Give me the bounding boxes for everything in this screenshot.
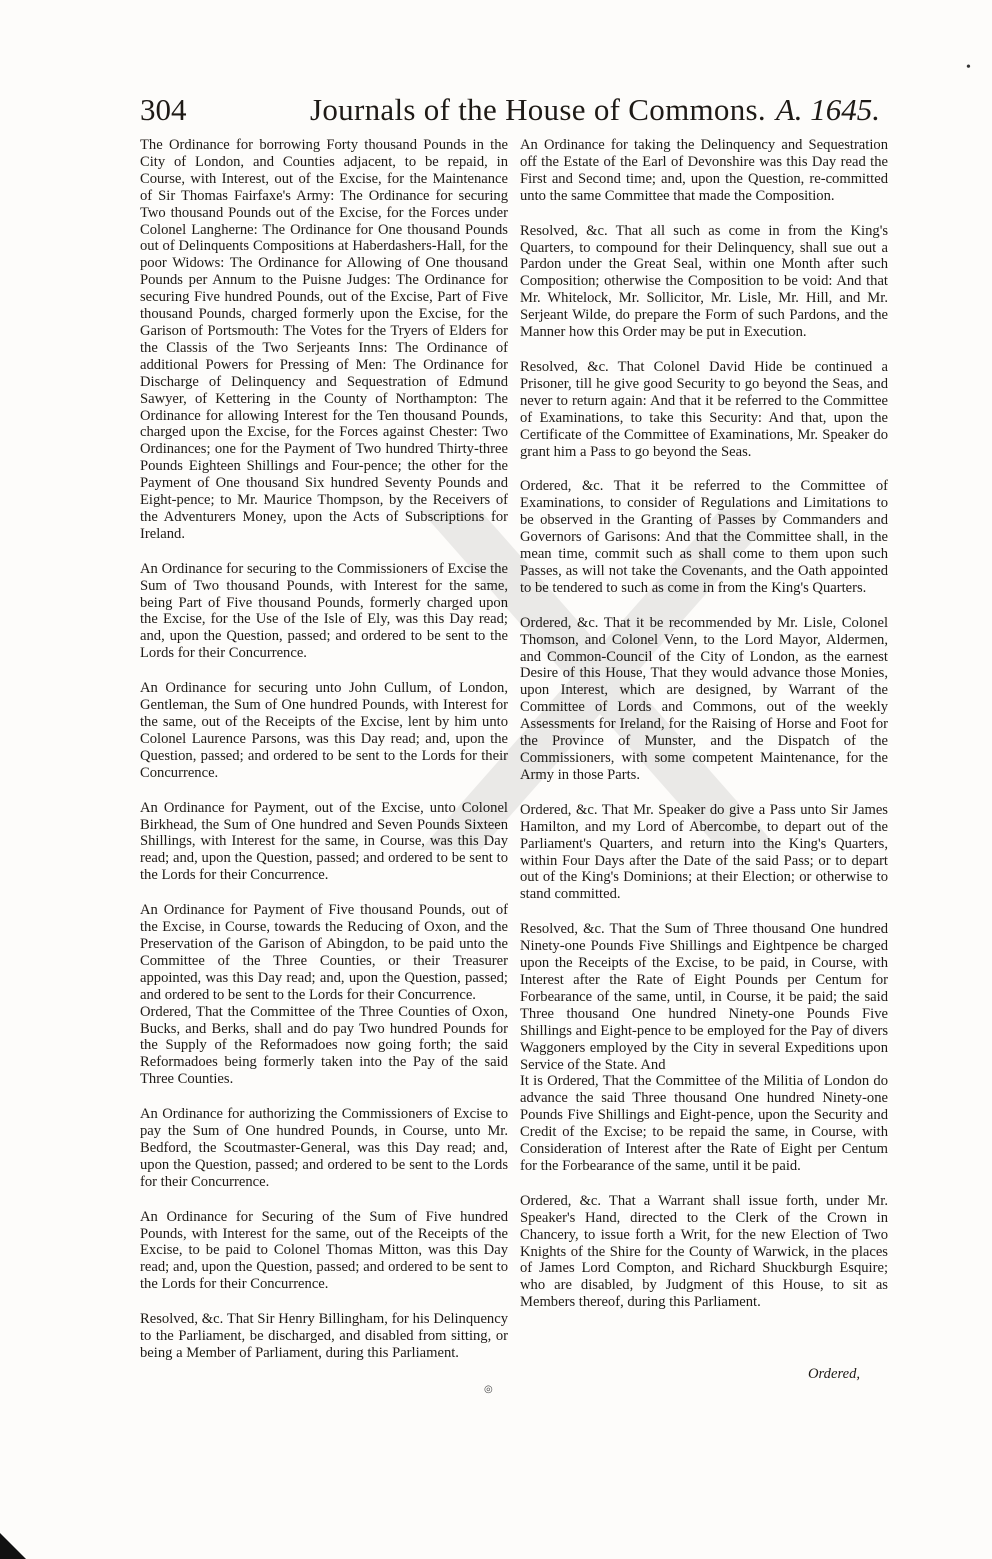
paragraph: The Ordinance for borrowing Forty thousand Pounds in the City of London, and Counties adjacent, to be repaid, in Course, with Interest, out of the Excise, for the Maintenance of Sir Thomas Fairfaxe's Army: The Ordinance for securing Two thousand Pounds out of the Excise, for the Forces under Colonel Langherne: The Ordinance for One thousand Pounds out of Delinquents Compositions at Haberdashers-Hall, for the poor Widows: The Ordinance for Allowing of One thousand Pounds per Annum to the Puisne Judges: The Ordinance for securing Five hundred Pounds, out of the Excise, Part of Five thousand Pounds, charged formerly upon the Excise, for the Garison of Portsmouth: The Votes for the Tryers of Elders for the Classis of the Two Serjeants Inns: The Ordinance of additional Powers for Pressing of Men: The Ordinance for Discharge of Delinquency and Sequestration of Edmund Sawyer, of Kettering in the County of Northampton: The Ordinance for allowing Interest for the Ten thousand Pounds, charged upon the Excise, for the Forces against Chester: Two Ordinances; one for the Payment of Two hundred Thirty-three Pounds Eighteen Shillings and Four-pence; the other for the Payment of One thousand Six hundred Seventy Pounds and Eight-pence; to Mr. Maurice Thompson, by the Receivers of the Adventurers Money, upon the Acts of Subscriptions for Ireland. [140,137,508,542]
paragraph: Resolved, &c. That all such as come in from the King's Quarters, to compound for their Delinquency, shall sue out a Pardon under the Great Seal, within one Month after such Composition; otherwise the Composition to be void: And that Mr. Whitelock, Mr. Sollicitor, Mr. Lisle, Mr. Hill, and Mr. Serjeant Wilde, do prepare the Form of such Pardons, and the Manner how this Order may be put in Execution. [520,222,888,341]
paragraph: An Ordinance for taking the Delinquency and Sequestration off the Estate of the Earl of Devonshire was this Day read the First and Second time; and, upon the Question, re-committed unto the same Committee that made the Composition. [520,137,888,204]
paragraph: An Ordinance for Payment, out of the Excise, unto Colonel Birkhead, the Sum of One hundred and Seven Pounds Sixteen Shillings, with Interest for the same, in Course, was this Day read; and, upon the Question, passed; and ordered to be sent to the Lords for their Concurrence. [140,799,508,884]
printer-ornament: ◎ [484,1384,493,1395]
left-column [140,137,508,1380]
paragraph: An Ordinance for Payment of Five thousand Pounds, out of the Excise, in Course, towards the Reducing of Oxon, and the Preservation of the Garison of Abingdon, to be paid unto the Committee of the Three Counties, or their Treasurer appointed, was this Day read; and, upon the Question, passed; and ordered to be sent to the Lords for their Concurrence. [140,902,508,1003]
year-label: A. 1645. [775,92,880,127]
catchword: Ordered, [808,1366,861,1382]
right-column [520,137,888,1329]
paragraph: It is Ordered, That the Committee of the Militia of London do advance the said Three thousand One hundred Ninety-one Pounds Five Shillings and Eight-pence, upon the Security and Credit of the Excise; to be repaid the same, in Course, with Consideration of Interest after the Rate of Eight per Centum for the Forbearance of the same, until it be paid. [520,1073,888,1174]
paragraph: Ordered, &c. That it be referred to the Committee of Examinations, to consider of Regulations and Limitations to be observed in the Granting of Passes by Commanders and Governors of Garisons: And that the Committee shall, in the mean time, commit such as shall come to them upon such Passes, as will not take the Covenants, and the Oath appointed to be tendered to such as come in from the King's Quarters. [520,478,888,596]
paragraph: Ordered, &c. That Mr. Speaker do give a Pass unto Sir James Hamilton, and my Lord of Abercombe, to depart out of the Parliament's Quarters, and return into the King's Quarters, within Four Days after the Date of the said Pass; or to depart out of the King's Dominions; at their Election; or otherwise to stand committed. [520,801,888,903]
paragraph: An Ordinance for Securing of the Sum of Five hundred Pounds, with Interest for the same, out of the Receipts of the Excise, to be paid to Colonel Thomas Mitton, was this Day read; and, upon the Question, passed; and ordered to be sent to the Lords for their Concurrence. [140,1208,508,1293]
paragraph: Ordered, &c. That a Warrant shall issue forth, under Mr. Speaker's Hand, directed to the Clerk of the Crown in Chancery, to issue forth a Writ, for the new Election of Two Knights of the Shire for the County of Warwick, in the places of James Lord Compton, and Richard Shuckburgh Esquire; who are disabled, by Judgment of this House, to sit as Members thereof, during this Parliament. [520,1192,888,1311]
paragraph: Ordered, That the Committee of the Three Counties of Oxon, Bucks, and Berks, shall and do pay Two hundred Pounds for the Supply of the Reformadoes now going forth; the said Reformadoes being formerly taken into the Pay of the said Three Counties. [140,1003,508,1088]
page-number: 304 [140,92,187,127]
paragraph: An Ordinance for authorizing the Commissioners of Excise to pay the Sum of One hundred Pounds, in Course, unto Mr. Bedford, the Scoutmaster-General, was this Day read; and, upon the Question, passed; and ordered to be sent to the Lords for their Concurrence. [140,1106,508,1190]
running-header [140,92,880,132]
paragraph: Resolved, &c. That Colonel David Hide be continued a Prisoner, till he give good Security to go beyond the Seas, and never to return again: And that it be referred to the Committee of Examinations, to take this Security: And that, upon the Certificate of the Committee of Examinations, Mr. Speaker do grant him a Pass to go beyond the Seas. [520,358,888,460]
paragraph: Resolved, &c. That Sir Henry Billingham, for his Delinquency to the Parliament, be discharged, and disabled from sitting, or being a Member of Parliament, during this Parliament. [140,1311,508,1361]
paragraph: An Ordinance for securing unto John Cullum, of London, Gentleman, the Sum of One hundred Pounds, with Interest for the same, out of the Receipts of the Excise, lent by him unto Colonel Laurence Parsons, was this Day read; and, upon the Question, passed; and ordered to be sent to the Lords for their Concurrence. [140,680,508,781]
margin-mark: • [966,60,971,75]
paragraph: Ordered, &c. That it be recommended by Mr. Lisle, Colonel Thomson, and Colonel Venn, to the Lord Mayor, Aldermen, and Common-Council of the City of London, as the earnest Desire of this House, That they would advance those Monies, upon Interest, which are designed, by Warrant of the Committee of Lords and Commons, out of the weekly Assessments for Ireland, for the Raising of Horse and Foot for the Province of Munster, and the Dispatch of the Commissioners, with some competent Maintenance, for the Army in those Parts. [520,614,888,783]
paragraph: Resolved, &c. That the Sum of Three thousand One hundred Ninety-one Pounds Five Shillings and Eightpence be charged upon the Receipts of the Excise, to be paid, in Course, with Interest after the Rate of Eight Pounds per Centum for Forbearance of the same, until, in Course, it be paid; the said Three thousand One hundred Ninety-one Pounds Five Shillings and Eight-pence to be employed for the Pay of divers Waggoners employed by the City in several Expeditions upon Service of the State. And [520,921,888,1073]
page-corner [0,1533,26,1559]
paragraph: An Ordinance for securing to the Commissioners of Excise the Sum of Two thousand Pounds, with Interest for the same, being Part of Five thousand Pounds, formerly charged upon the Excise, for the Use of the Isle of Ely, was this Day read; and, upon the Question, passed; and ordered to be sent to the Lords for their Concurrence. [140,560,508,662]
journal-title: Journals of the House of Commons. [310,92,766,127]
